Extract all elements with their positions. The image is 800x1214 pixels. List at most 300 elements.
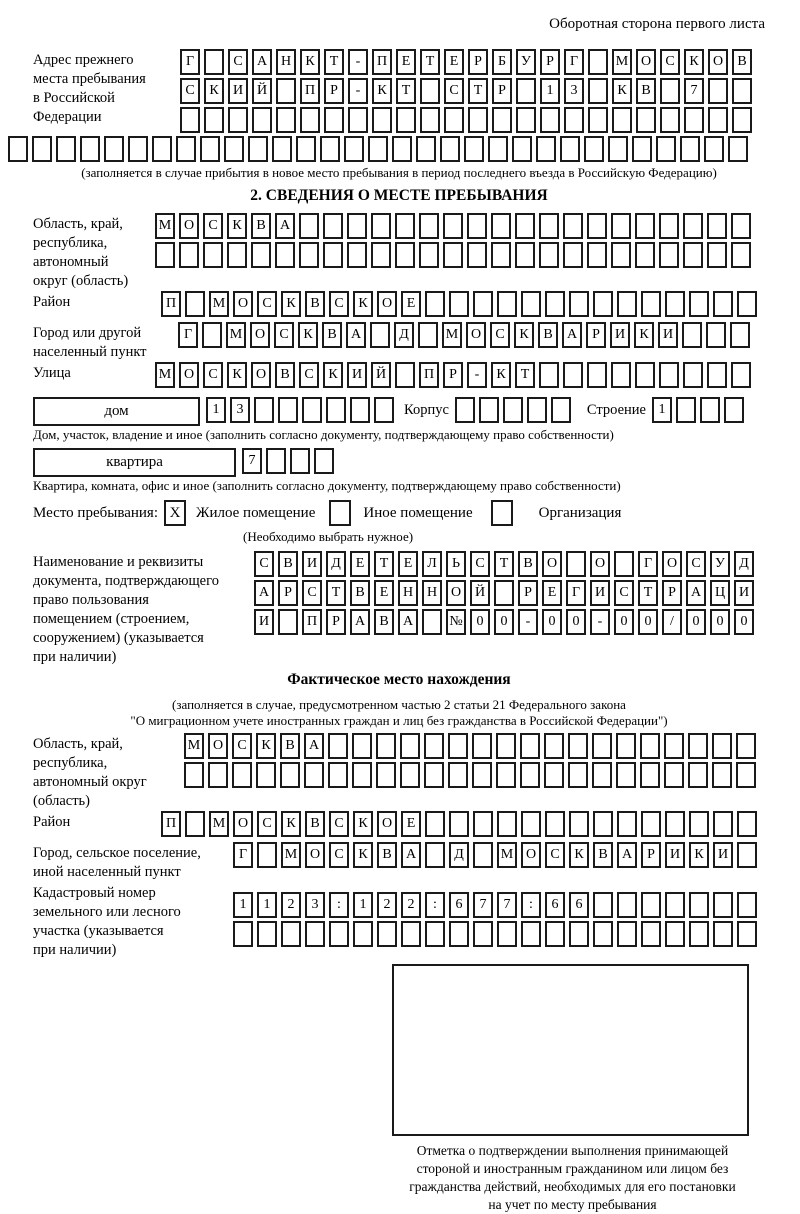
char-cell[interactable]: К [281,291,301,317]
char-cell[interactable]: К [634,322,654,348]
char-cell[interactable]: Й [470,580,490,606]
char-cell[interactable] [467,242,487,268]
char-cell[interactable] [200,136,220,162]
char-cell[interactable] [660,107,680,133]
char-cell[interactable] [233,921,253,947]
char-cell[interactable] [401,921,421,947]
char-cell[interactable] [707,213,727,239]
char-cell[interactable]: Е [350,551,370,577]
char-cell[interactable]: 7 [497,892,517,918]
char-cell[interactable]: С [228,49,248,75]
char-cell[interactable] [256,762,276,788]
char-cell[interactable] [418,322,438,348]
char-cell[interactable]: М [184,733,204,759]
char-cell[interactable]: О [636,49,656,75]
char-cell[interactable] [296,136,316,162]
char-cell[interactable] [640,762,660,788]
char-cell[interactable]: 0 [710,609,730,635]
char-cell[interactable]: О [251,362,271,388]
char-cell[interactable]: Н [422,580,442,606]
char-cell[interactable]: С [274,322,294,348]
char-cell[interactable]: А [562,322,582,348]
char-cell[interactable] [80,136,100,162]
char-cell[interactable] [497,921,517,947]
char-cell[interactable]: В [305,811,325,837]
char-cell[interactable] [640,733,660,759]
char-cell[interactable] [665,291,685,317]
char-cell[interactable]: С [232,733,252,759]
char-cell[interactable] [568,762,588,788]
char-cell[interactable] [329,921,349,947]
char-cell[interactable] [503,397,523,423]
char-cell[interactable]: Р [326,609,346,635]
char-cell[interactable] [659,242,679,268]
char-cell[interactable] [566,551,586,577]
char-cell[interactable]: - [590,609,610,635]
char-cell[interactable]: К [204,78,224,104]
char-cell[interactable] [419,242,439,268]
char-cell[interactable] [251,242,271,268]
char-cell[interactable]: В [278,551,298,577]
char-cell[interactable] [468,107,488,133]
char-cell[interactable] [515,213,535,239]
char-cell[interactable]: Р [662,580,682,606]
char-cell[interactable]: Р [468,49,488,75]
char-cell[interactable]: С [470,551,490,577]
char-cell[interactable]: 0 [542,609,562,635]
char-cell[interactable] [544,733,564,759]
char-cell[interactable]: К [491,362,511,388]
char-cell[interactable] [395,362,415,388]
char-cell[interactable]: А [350,609,370,635]
char-cell[interactable] [185,811,205,837]
char-cell[interactable] [617,892,637,918]
char-cell[interactable]: Д [394,322,414,348]
char-cell[interactable] [422,609,442,635]
char-cell[interactable] [320,136,340,162]
char-cell[interactable]: П [302,609,322,635]
char-cell[interactable] [689,892,709,918]
char-cell[interactable] [732,107,752,133]
char-cell[interactable]: О [233,291,253,317]
char-cell[interactable] [568,733,588,759]
char-cell[interactable] [569,811,589,837]
char-cell[interactable] [272,136,292,162]
char-cell[interactable] [521,291,541,317]
char-cell[interactable] [257,842,277,868]
char-cell[interactable] [563,362,583,388]
char-cell[interactable]: Ь [446,551,466,577]
char-cell[interactable] [730,322,750,348]
char-cell[interactable] [328,762,348,788]
char-cell[interactable] [688,762,708,788]
char-cell[interactable]: С [490,322,510,348]
char-cell[interactable]: Т [326,580,346,606]
char-cell[interactable] [348,107,368,133]
char-cell[interactable] [545,291,565,317]
char-cell[interactable]: 6 [449,892,469,918]
char-cell[interactable] [400,762,420,788]
char-cell[interactable] [545,921,565,947]
char-cell[interactable] [689,291,709,317]
char-cell[interactable] [521,811,541,837]
char-cell[interactable]: А [304,733,324,759]
char-cell[interactable]: С [180,78,200,104]
char-cell[interactable]: Г [566,580,586,606]
char-cell[interactable]: М [226,322,246,348]
char-cell[interactable]: А [617,842,637,868]
char-cell[interactable] [737,811,757,837]
char-cell[interactable] [635,213,655,239]
char-cell[interactable] [352,762,372,788]
char-cell[interactable] [440,136,460,162]
char-cell[interactable] [227,242,247,268]
char-cell[interactable] [467,213,487,239]
char-cell[interactable] [278,397,298,423]
char-cell[interactable] [712,733,732,759]
char-cell[interactable]: Р [641,842,661,868]
char-cell[interactable]: О [377,291,397,317]
char-cell[interactable] [323,242,343,268]
char-cell[interactable]: 0 [494,609,514,635]
char-cell[interactable] [416,136,436,162]
char-cell[interactable] [569,921,589,947]
char-cell[interactable]: 6 [569,892,589,918]
char-cell[interactable]: : [329,892,349,918]
char-cell[interactable] [616,733,636,759]
char-cell[interactable]: С [444,78,464,104]
char-cell[interactable] [539,242,559,268]
char-cell[interactable] [636,107,656,133]
char-cell[interactable] [326,397,346,423]
char-cell[interactable]: Е [398,551,418,577]
char-cell[interactable] [449,921,469,947]
char-cell[interactable] [616,762,636,788]
char-cell[interactable]: И [734,580,754,606]
char-cell[interactable]: К [298,322,318,348]
char-cell[interactable] [395,242,415,268]
char-cell[interactable] [299,242,319,268]
char-cell[interactable] [688,733,708,759]
char-cell[interactable]: А [686,580,706,606]
char-cell[interactable] [372,107,392,133]
char-cell[interactable]: 0 [638,609,658,635]
char-cell[interactable] [706,322,726,348]
char-cell[interactable]: С [257,811,277,837]
char-cell[interactable] [708,107,728,133]
char-cell[interactable]: / [662,609,682,635]
char-cell[interactable]: К [372,78,392,104]
char-cell[interactable] [617,921,637,947]
char-cell[interactable] [224,136,244,162]
char-cell[interactable]: К [227,213,247,239]
char-cell[interactable] [665,892,685,918]
char-cell[interactable]: 1 [540,78,560,104]
char-cell[interactable] [152,136,172,162]
char-cell[interactable] [515,242,535,268]
char-cell[interactable] [448,762,468,788]
char-cell[interactable] [370,322,390,348]
char-cell[interactable] [545,811,565,837]
char-cell[interactable]: С [614,580,634,606]
char-cell[interactable]: С [686,551,706,577]
char-cell[interactable]: 0 [566,609,586,635]
char-cell[interactable] [128,136,148,162]
char-cell[interactable] [305,921,325,947]
char-cell[interactable] [254,397,274,423]
char-cell[interactable] [496,733,516,759]
char-cell[interactable] [527,397,547,423]
char-cell[interactable] [304,762,324,788]
char-cell[interactable]: - [518,609,538,635]
char-cell[interactable] [632,136,652,162]
char-cell[interactable]: М [155,362,175,388]
char-cell[interactable]: 0 [614,609,634,635]
char-cell[interactable] [641,892,661,918]
char-cell[interactable] [266,448,286,474]
char-cell[interactable] [611,362,631,388]
char-cell[interactable]: Т [396,78,416,104]
char-cell[interactable]: И [610,322,630,348]
char-cell[interactable]: О [208,733,228,759]
char-cell[interactable] [444,107,464,133]
char-cell[interactable] [8,136,28,162]
char-cell[interactable] [424,733,444,759]
char-cell[interactable] [376,762,396,788]
char-cell[interactable]: Т [324,49,344,75]
char-cell[interactable]: 1 [257,892,277,918]
char-cell[interactable]: 1 [233,892,253,918]
char-cell[interactable] [248,136,268,162]
char-cell[interactable] [276,78,296,104]
char-cell[interactable]: Н [398,580,418,606]
char-cell[interactable] [473,291,493,317]
char-cell[interactable] [455,397,475,423]
char-cell[interactable]: 6 [545,892,565,918]
char-cell[interactable]: Б [492,49,512,75]
char-cell[interactable]: 0 [734,609,754,635]
char-cell[interactable]: В [322,322,342,348]
char-cell[interactable] [736,733,756,759]
char-cell[interactable] [208,762,228,788]
char-cell[interactable] [683,362,703,388]
char-cell[interactable]: М [497,842,517,868]
char-cell[interactable]: М [209,811,229,837]
char-cell[interactable] [665,921,685,947]
char-cell[interactable] [185,291,205,317]
char-cell[interactable] [641,811,661,837]
char-cell[interactable] [371,213,391,239]
char-cell[interactable]: О [377,811,397,837]
char-cell[interactable] [203,242,223,268]
char-cell[interactable]: Р [278,580,298,606]
char-cell[interactable] [56,136,76,162]
char-cell[interactable] [374,397,394,423]
char-cell[interactable] [353,921,373,947]
char-cell[interactable]: К [300,49,320,75]
char-cell[interactable] [473,811,493,837]
char-cell[interactable] [593,892,613,918]
char-cell[interactable]: Т [515,362,535,388]
char-cell[interactable] [683,242,703,268]
char-cell[interactable]: Р [492,78,512,104]
char-cell[interactable] [665,811,685,837]
char-cell[interactable]: Е [401,291,421,317]
char-cell[interactable] [737,842,757,868]
char-cell[interactable] [737,892,757,918]
char-cell[interactable]: Т [420,49,440,75]
char-cell[interactable]: Р [586,322,606,348]
char-cell[interactable]: К [684,49,704,75]
char-cell[interactable] [347,213,367,239]
char-cell[interactable] [731,213,751,239]
char-cell[interactable] [683,213,703,239]
char-cell[interactable]: А [398,609,418,635]
char-cell[interactable] [448,733,468,759]
char-cell[interactable]: 0 [470,609,490,635]
char-cell[interactable] [352,733,372,759]
char-cell[interactable] [660,78,680,104]
char-cell[interactable]: А [275,213,295,239]
char-cell[interactable] [635,242,655,268]
char-cell[interactable]: К [281,811,301,837]
char-cell[interactable] [588,78,608,104]
char-cell[interactable] [635,362,655,388]
char-cell[interactable]: В [374,609,394,635]
char-cell[interactable] [516,107,536,133]
char-cell[interactable]: П [419,362,439,388]
char-cell[interactable]: И [302,551,322,577]
house-box[interactable]: дом [33,397,200,426]
char-cell[interactable] [664,762,684,788]
char-cell[interactable]: В [305,291,325,317]
char-cell[interactable] [350,397,370,423]
char-cell[interactable] [420,107,440,133]
char-cell[interactable] [737,921,757,947]
char-cell[interactable]: И [347,362,367,388]
char-cell[interactable] [419,213,439,239]
char-cell[interactable] [323,213,343,239]
char-cell[interactable]: К [612,78,632,104]
char-cell[interactable]: С [545,842,565,868]
char-cell[interactable]: 2 [377,892,397,918]
char-cell[interactable] [676,397,696,423]
char-cell[interactable]: О [466,322,486,348]
char-cell[interactable] [731,362,751,388]
char-cell[interactable] [464,136,484,162]
char-cell[interactable] [592,762,612,788]
char-cell[interactable]: 7 [242,448,262,474]
char-cell[interactable]: С [203,213,223,239]
char-cell[interactable] [539,213,559,239]
char-cell[interactable]: К [353,842,373,868]
char-cell[interactable]: 7 [684,78,704,104]
char-cell[interactable] [425,921,445,947]
char-cell[interactable]: 0 [686,609,706,635]
char-cell[interactable]: : [425,892,445,918]
char-cell[interactable]: 7 [473,892,493,918]
char-cell[interactable] [641,921,661,947]
char-cell[interactable] [392,136,412,162]
char-cell[interactable]: К [227,362,247,388]
char-cell[interactable]: У [710,551,730,577]
char-cell[interactable] [611,242,631,268]
char-cell[interactable] [593,811,613,837]
char-cell[interactable] [377,921,397,947]
char-cell[interactable] [497,811,517,837]
char-cell[interactable] [228,107,248,133]
char-cell[interactable] [587,362,607,388]
char-cell[interactable] [540,107,560,133]
char-cell[interactable]: Й [252,78,272,104]
char-cell[interactable] [425,811,445,837]
char-cell[interactable]: К [353,291,373,317]
char-cell[interactable] [376,733,396,759]
char-cell[interactable]: К [514,322,534,348]
char-cell[interactable]: Е [396,49,416,75]
char-cell[interactable] [707,362,727,388]
char-cell[interactable]: И [665,842,685,868]
char-cell[interactable]: - [348,78,368,104]
char-cell[interactable] [536,136,556,162]
char-cell[interactable]: С [329,291,349,317]
char-cell[interactable]: 1 [206,397,226,423]
char-cell[interactable]: П [300,78,320,104]
char-cell[interactable]: У [516,49,536,75]
char-cell[interactable] [588,49,608,75]
char-cell[interactable] [564,107,584,133]
char-cell[interactable] [184,762,204,788]
char-cell[interactable] [491,242,511,268]
char-cell[interactable]: Г [564,49,584,75]
char-cell[interactable]: 2 [281,892,301,918]
char-cell[interactable]: О [542,551,562,577]
char-cell[interactable]: Р [518,580,538,606]
char-cell[interactable] [713,921,733,947]
char-cell[interactable]: С [660,49,680,75]
char-cell[interactable]: Ц [710,580,730,606]
char-cell[interactable]: Е [542,580,562,606]
char-cell[interactable] [252,107,272,133]
char-cell[interactable] [479,397,499,423]
char-cell[interactable]: В [275,362,295,388]
char-cell[interactable]: Г [638,551,658,577]
char-cell[interactable] [176,136,196,162]
char-cell[interactable] [425,291,445,317]
char-cell[interactable] [569,291,589,317]
char-cell[interactable] [281,921,301,947]
char-cell[interactable] [707,242,727,268]
char-cell[interactable]: 1 [652,397,672,423]
char-cell[interactable]: В [593,842,613,868]
char-cell[interactable]: А [346,322,366,348]
char-cell[interactable]: М [281,842,301,868]
char-cell[interactable] [659,362,679,388]
char-cell[interactable]: О [521,842,541,868]
char-cell[interactable]: Д [326,551,346,577]
char-cell[interactable] [344,136,364,162]
char-cell[interactable]: В [732,49,752,75]
char-cell[interactable]: В [538,322,558,348]
char-cell[interactable] [617,811,637,837]
char-cell[interactable]: С [203,362,223,388]
char-cell[interactable] [713,811,733,837]
char-cell[interactable] [587,242,607,268]
char-cell[interactable]: Р [324,78,344,104]
char-cell[interactable] [708,78,728,104]
char-cell[interactable] [614,551,634,577]
char-cell[interactable]: М [612,49,632,75]
